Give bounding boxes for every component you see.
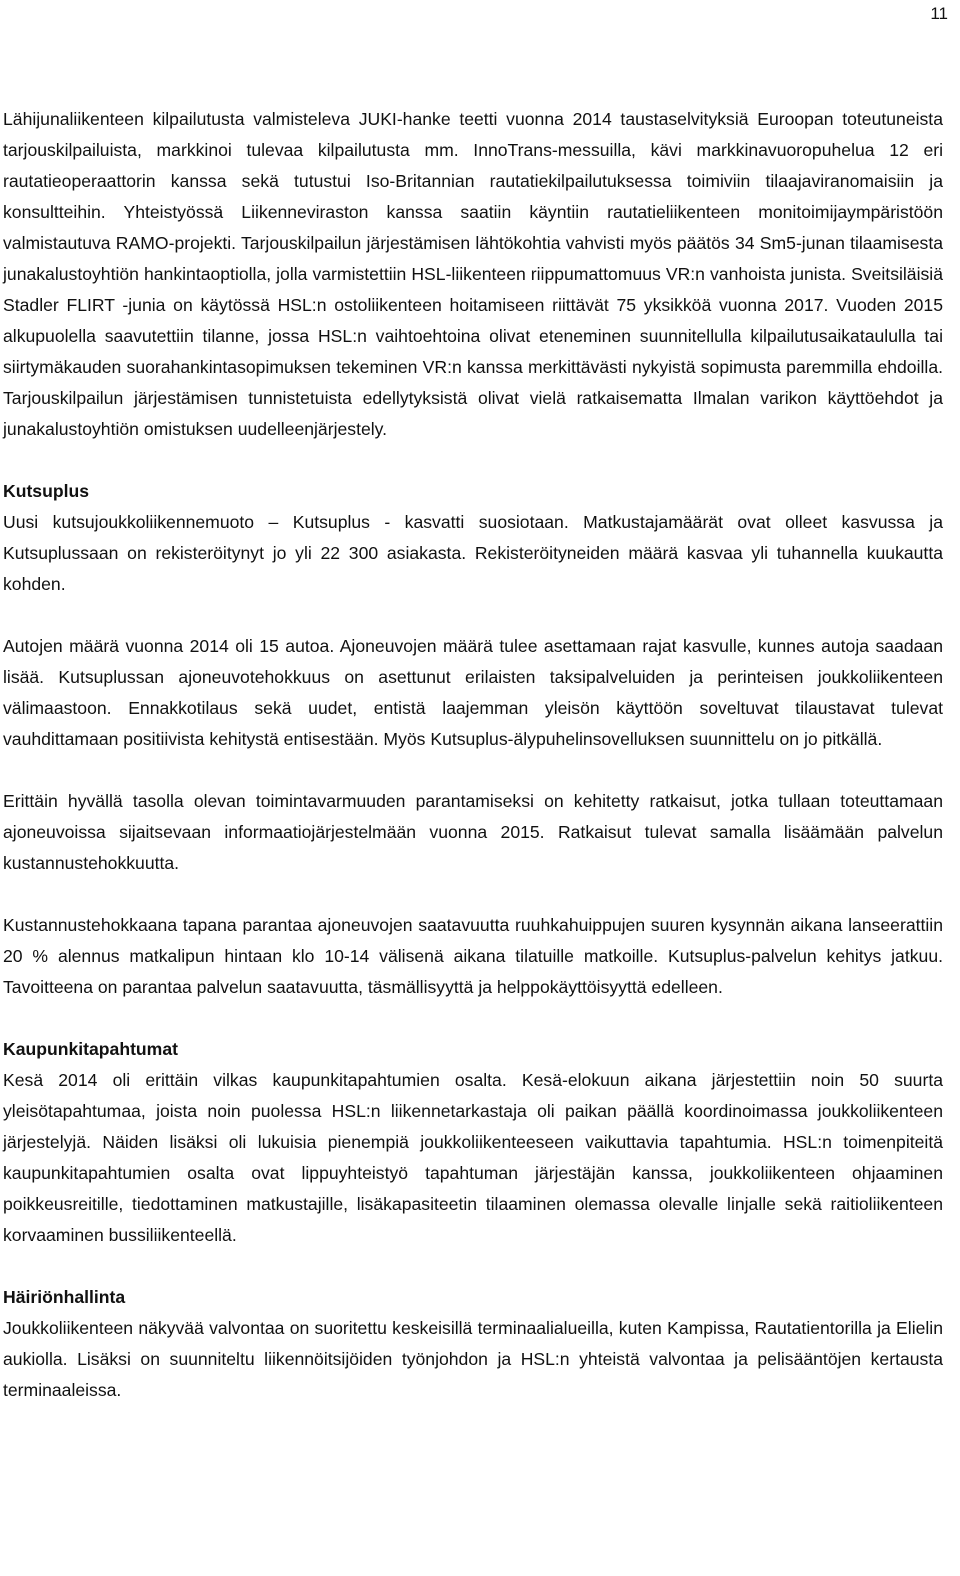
kutsuplus-paragraph-1: Uusi kutsujoukkoliikennemuoto – Kutsuplus - kasvatti suosiotaan. Matkustajamäärät ovat olleet kasvussa ja Kutsuplussaan on rekisteröitynyt jo yli 22 300 asiakasta. Rekisteröityneiden määrä kasvaa yli tuhannella kuukautta kohden. xyxy=(3,512,943,594)
paragraph-spacer xyxy=(3,600,943,631)
section-heading-kaupunkitapahtumat: Kaupunkitapahtumat xyxy=(3,1039,178,1059)
document-body xyxy=(3,104,943,1406)
page-number: 11 xyxy=(930,4,948,23)
section-spacer xyxy=(3,445,943,476)
hairionhallinta-paragraph: Joukkoliikenteen näkyvää valvontaa on suoritettu keskeisillä terminaalialueilla, kuten Kampissa, Rautatientorilla ja Elielin aukiolla. Lisäksi on suunniteltu liikennöitsijöiden työnjohdon ja HSL:n yhteistä valvontaa ja pelisääntöjen kertausta terminaaleissa. xyxy=(3,1318,943,1400)
section-kaupunkitapahtumat xyxy=(3,1034,943,1251)
section-spacer xyxy=(3,1003,943,1034)
section-heading-kutsuplus: Kutsuplus xyxy=(3,481,90,501)
kaupunkitapahtumat-paragraph: Kesä 2014 oli erittäin vilkas kaupunkitapahtumien osalta. Kesä-elokuun aikana järjestettiin noin 50 suurta yleisötapahtumaa, joista noin puolessa HSL:n liikennetarkastaja oli paikan päällä koordinoimassa joukkoliikenteen järjestelyjä. Näiden lisäksi oli lukuisia pienempiä joukkoliikenteeseen vaikuttavia tapahtumia. HSL:n toimenpiteitä kaupunkitapahtumien osalta ovat lippuyhteistyö tapahtuman järjestäjän kanssa, joukkoliikenteen ohjaaminen poikkeusreitille, tiedottaminen matkustajille, lisäkapasiteetin tilaaminen olemassa olevalle linjalle sekä raitioliikenteen korvaaminen bussiliikenteellä. xyxy=(3,1070,943,1245)
section-spacer xyxy=(3,1251,943,1282)
intro-paragraph: Lähijunaliikenteen kilpailutusta valmisteleva JUKI-hanke teetti vuonna 2014 taustaselvityksiä Euroopan toteutuneista tarjouskilpailuista, markkinoi tulevaa kilpailutusta mm. InnoTrans-messuilla, kävi markkinavuoropuhelua 12 eri rautatieoperaattorin kanssa sekä tutustui Iso-Britannian rautatiekilpailutuksessa toimiviin tilaajaviranomaisiin ja konsultteihin. Yhteistyössä Liikenneviraston kanssa saatiin käyntiin rautatieliikenteen monitoimijaympäristöön valmistautuva RAMO-projekti. Tarjouskilpailun järjestämisen lähtökohtia vahvisti myös päätös 34 Sm5-junan tilaamisesta junakalustoyhtiön hankintaoptiolla, jolla varmistettiin HSL-liikenteen riippumattomuus VR:n vanhoista junista. Sveitsiläisiä Stadler FLIRT -junia on käytössä HSL:n ostoliikenteen hoitamiseen riittävät 75 yksikköä vuonna 2017. Vuoden 2015 alkupuolella saavutettiin tilanne, jossa HSL:n vaihtoehtoina olivat eteneminen suunnitellulla kilpailutusaikataululla tai siirtymäkauden suorahankintasopimuksen tekeminen VR:n kanssa merkittävästi nykyistä sopimusta paremmilla ehdoilla. Tarjouskilpailun järjestämisen tunnistetuista edellytyksistä olivat vielä ratkaisematta Ilmalan varikon käyttöehdot ja junakalustoyhtiön omistuksen uudelleenjärjestely. xyxy=(3,109,943,439)
kutsuplus-paragraph-4: Kustannustehokkaana tapana parantaa ajoneuvojen saatavuutta ruuhkahuippujen suuren kysynnän aikana lanseerattiin 20 % alennus matkalipun hintaan klo 10-14 välisenä aikana tilatuille matkoille. Kutsuplus-palvelun kehitys jatkuu. Tavoitteena on parantaa palvelun saatavuutta, täsmällisyyttä ja helppokäyttöisyyttä edelleen. xyxy=(3,915,943,997)
paragraph-spacer xyxy=(3,879,943,910)
paragraph-spacer xyxy=(3,755,943,786)
section-heading-hairionhallinta: Häiriönhallinta xyxy=(3,1287,126,1307)
section-kutsuplus xyxy=(3,476,943,1003)
kutsuplus-paragraph-2: Autojen määrä vuonna 2014 oli 15 autoa. Ajoneuvojen määrä tulee asettamaan rajat kasvulle, kunnes autoja saadaan lisää. Kutsuplussan ajoneuvotehokkuus on asettunut erilaisten taksipalveluiden ja perinteisen joukkoliikenteen välimaastoon. Ennakkotilaus sekä uudet, entistä laajemman yleisön käyttöön soveltuvat tilaustavat tulevat vauhdittamaan positiivista kehitystä entisestään. Myös Kutsuplus-älypuhelinsovelluksen suunnittelu on jo pitkällä. xyxy=(3,636,943,749)
kutsuplus-paragraph-3: Erittäin hyvällä tasolla olevan toimintavarmuuden parantamiseksi on kehitetty ratkaisut, jotka tullaan toteuttamaan ajoneuvoissa sijaitsevaan informaatiojärjestelmään vuonna 2015. Ratkaisut tulevat samalla lisäämään palvelun kustannustehokkuutta. xyxy=(3,791,943,873)
section-hairionhallinta xyxy=(3,1282,943,1406)
